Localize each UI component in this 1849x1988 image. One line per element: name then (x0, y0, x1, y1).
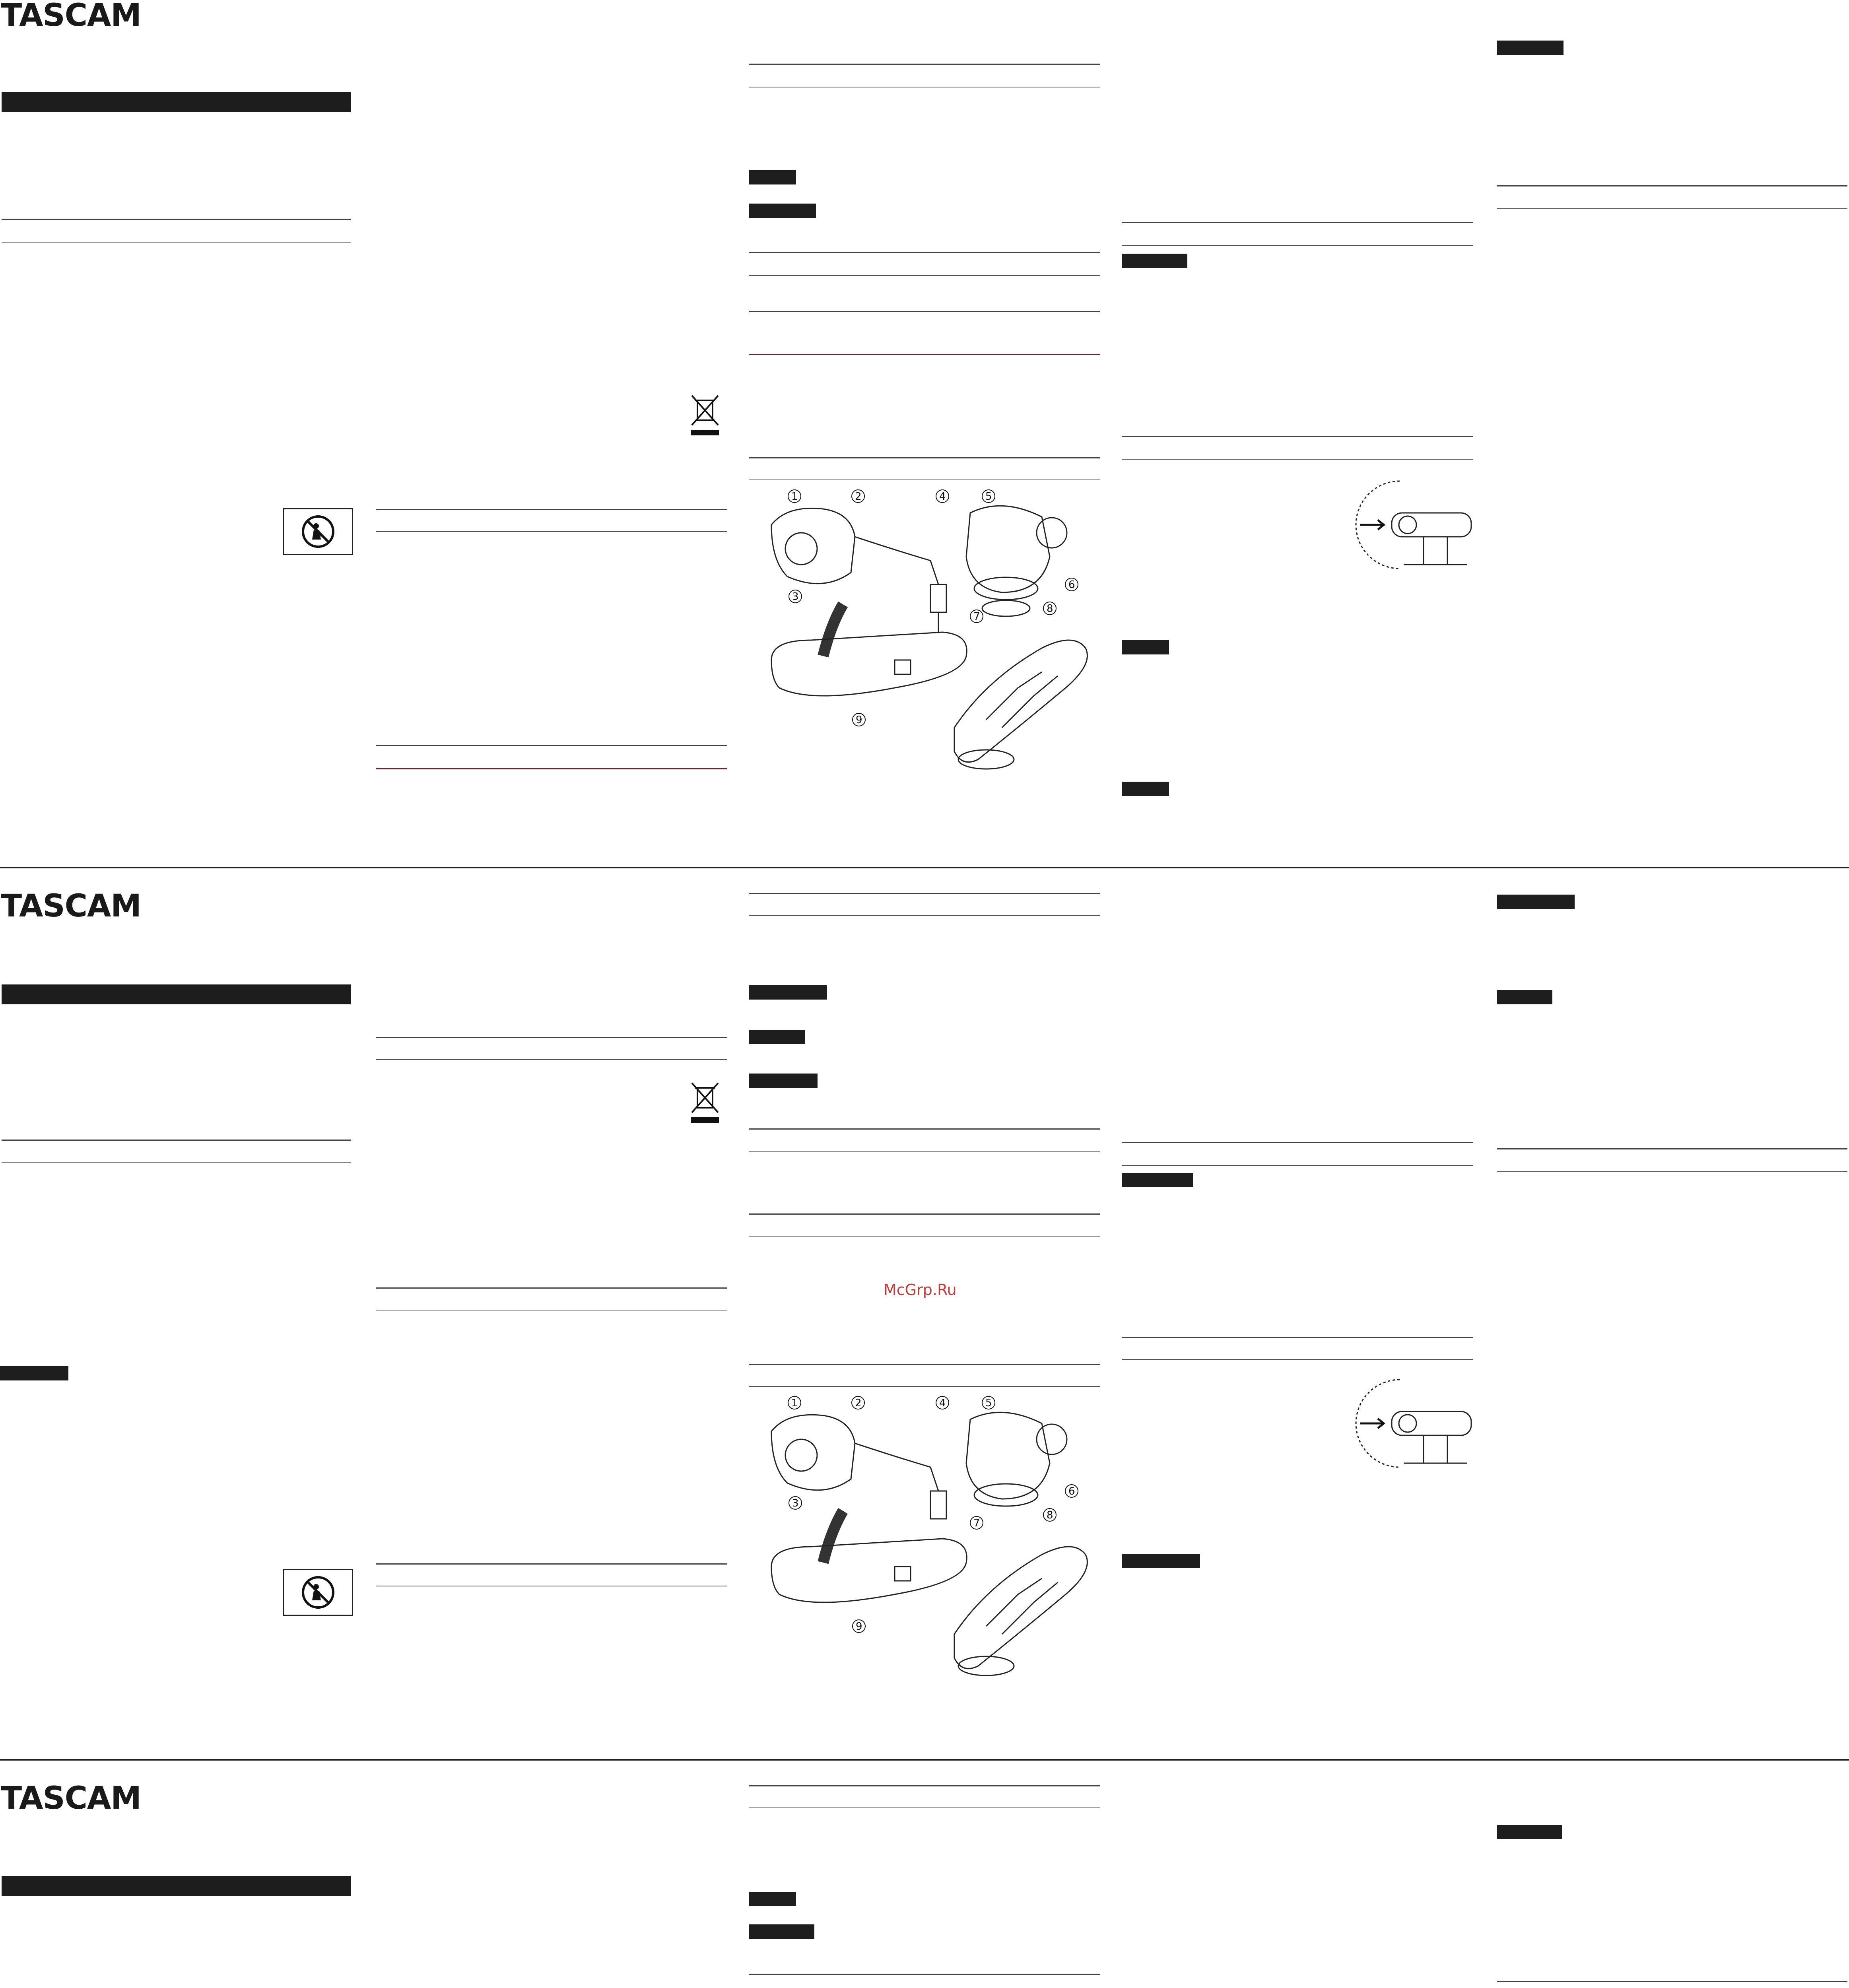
section-rule (749, 275, 1100, 276)
callout-label: 1 (791, 491, 798, 503)
brand-logo: TASCAM (1, 888, 141, 924)
section-rule (376, 1037, 727, 1038)
safety-icon (283, 1569, 353, 1616)
section-rule (2, 242, 351, 243)
section-rule (1497, 185, 1847, 186)
section-rule (1122, 1359, 1473, 1360)
callout-label: 8 (1047, 603, 1053, 615)
callout-label: 6 (1068, 579, 1075, 591)
heading-block (749, 1924, 814, 1939)
heading-block (1497, 1825, 1562, 1839)
section-rule (2, 219, 351, 220)
callout-label: 4 (939, 491, 946, 503)
section-rule (376, 509, 727, 510)
callout-label: 8 (1047, 1509, 1053, 1521)
callout-label: 5 (985, 1397, 992, 1409)
section-rule (1497, 208, 1847, 209)
section-rule (376, 768, 727, 769)
callout-label: 9 (856, 714, 862, 726)
section-rule (376, 531, 727, 532)
callout-label: 5 (985, 491, 992, 503)
section-rule (1122, 245, 1473, 246)
section-rule (749, 252, 1100, 253)
section-rule (376, 1287, 727, 1289)
section-rule (1497, 1171, 1847, 1172)
section-rule (749, 1807, 1100, 1808)
heading-block (1497, 41, 1563, 55)
brand-logo: TASCAM (1, 0, 141, 33)
heading-block (1497, 990, 1552, 1004)
heading-block (749, 170, 796, 184)
section-rule (1122, 222, 1473, 223)
heading-block (1122, 1554, 1200, 1568)
title-bar (2, 984, 351, 1004)
section-rule (1122, 1165, 1473, 1166)
section-rule (1122, 1337, 1473, 1338)
angle-adjust-illustration (1344, 473, 1475, 577)
section-rule (749, 915, 1100, 916)
callout-label: 9 (856, 1621, 862, 1633)
safety-icon (283, 508, 353, 555)
weee-icon (687, 1079, 723, 1126)
angle-adjust-illustration (1344, 1372, 1475, 1475)
section-rule (2, 1162, 351, 1163)
section-rule (749, 311, 1100, 312)
title-bar (2, 92, 351, 112)
section-rule (1497, 1148, 1847, 1149)
section-rule (749, 1974, 1100, 1975)
heading-block (1122, 254, 1187, 268)
title-bar (2, 1876, 351, 1896)
heading-block (749, 1892, 796, 1906)
section-rule (749, 1128, 1100, 1130)
brand-logo: TASCAM (1, 1780, 141, 1816)
heading-block (0, 1366, 68, 1380)
section-rule (749, 1151, 1100, 1152)
section-rule (749, 457, 1100, 458)
section-rule (749, 1386, 1100, 1387)
section-rule (749, 1236, 1100, 1237)
section-rule (376, 1563, 727, 1565)
page-divider (0, 867, 1849, 868)
heading-block (1122, 782, 1169, 796)
heading-block (749, 985, 827, 1000)
section-rule (376, 745, 727, 746)
section-rule (749, 1364, 1100, 1365)
weee-icon (687, 392, 723, 439)
heading-block (749, 204, 816, 218)
heading-block (1122, 640, 1169, 654)
heading-block (749, 1074, 818, 1088)
callout-label: 6 (1068, 1485, 1075, 1497)
section-rule (1122, 436, 1473, 437)
section-rule (1122, 1142, 1473, 1143)
watermark-text: McGrp.Ru (884, 1281, 957, 1299)
section-rule (1122, 459, 1473, 460)
callout-label: 3 (792, 591, 799, 603)
section-rule (749, 1785, 1100, 1786)
callout-label: 4 (939, 1397, 946, 1409)
callout-label: 1 (791, 1397, 798, 1409)
heading-block (1497, 895, 1575, 909)
section-rule (749, 893, 1100, 894)
callout-label: 2 (855, 1397, 862, 1409)
product-illustration (763, 489, 1097, 791)
heading-block (749, 1030, 805, 1044)
page-divider (0, 1759, 1849, 1761)
section-rule (1497, 1981, 1847, 1982)
callout-label: 2 (855, 491, 862, 503)
section-rule (376, 1059, 727, 1060)
section-rule (749, 1213, 1100, 1215)
callout-label: 7 (973, 1517, 980, 1529)
section-rule (749, 354, 1100, 355)
section-rule (2, 1140, 351, 1141)
product-illustration (763, 1396, 1097, 1698)
callout-label: 7 (973, 611, 980, 623)
section-rule (749, 64, 1100, 65)
callout-label: 3 (792, 1497, 799, 1509)
heading-block (1122, 1173, 1193, 1187)
